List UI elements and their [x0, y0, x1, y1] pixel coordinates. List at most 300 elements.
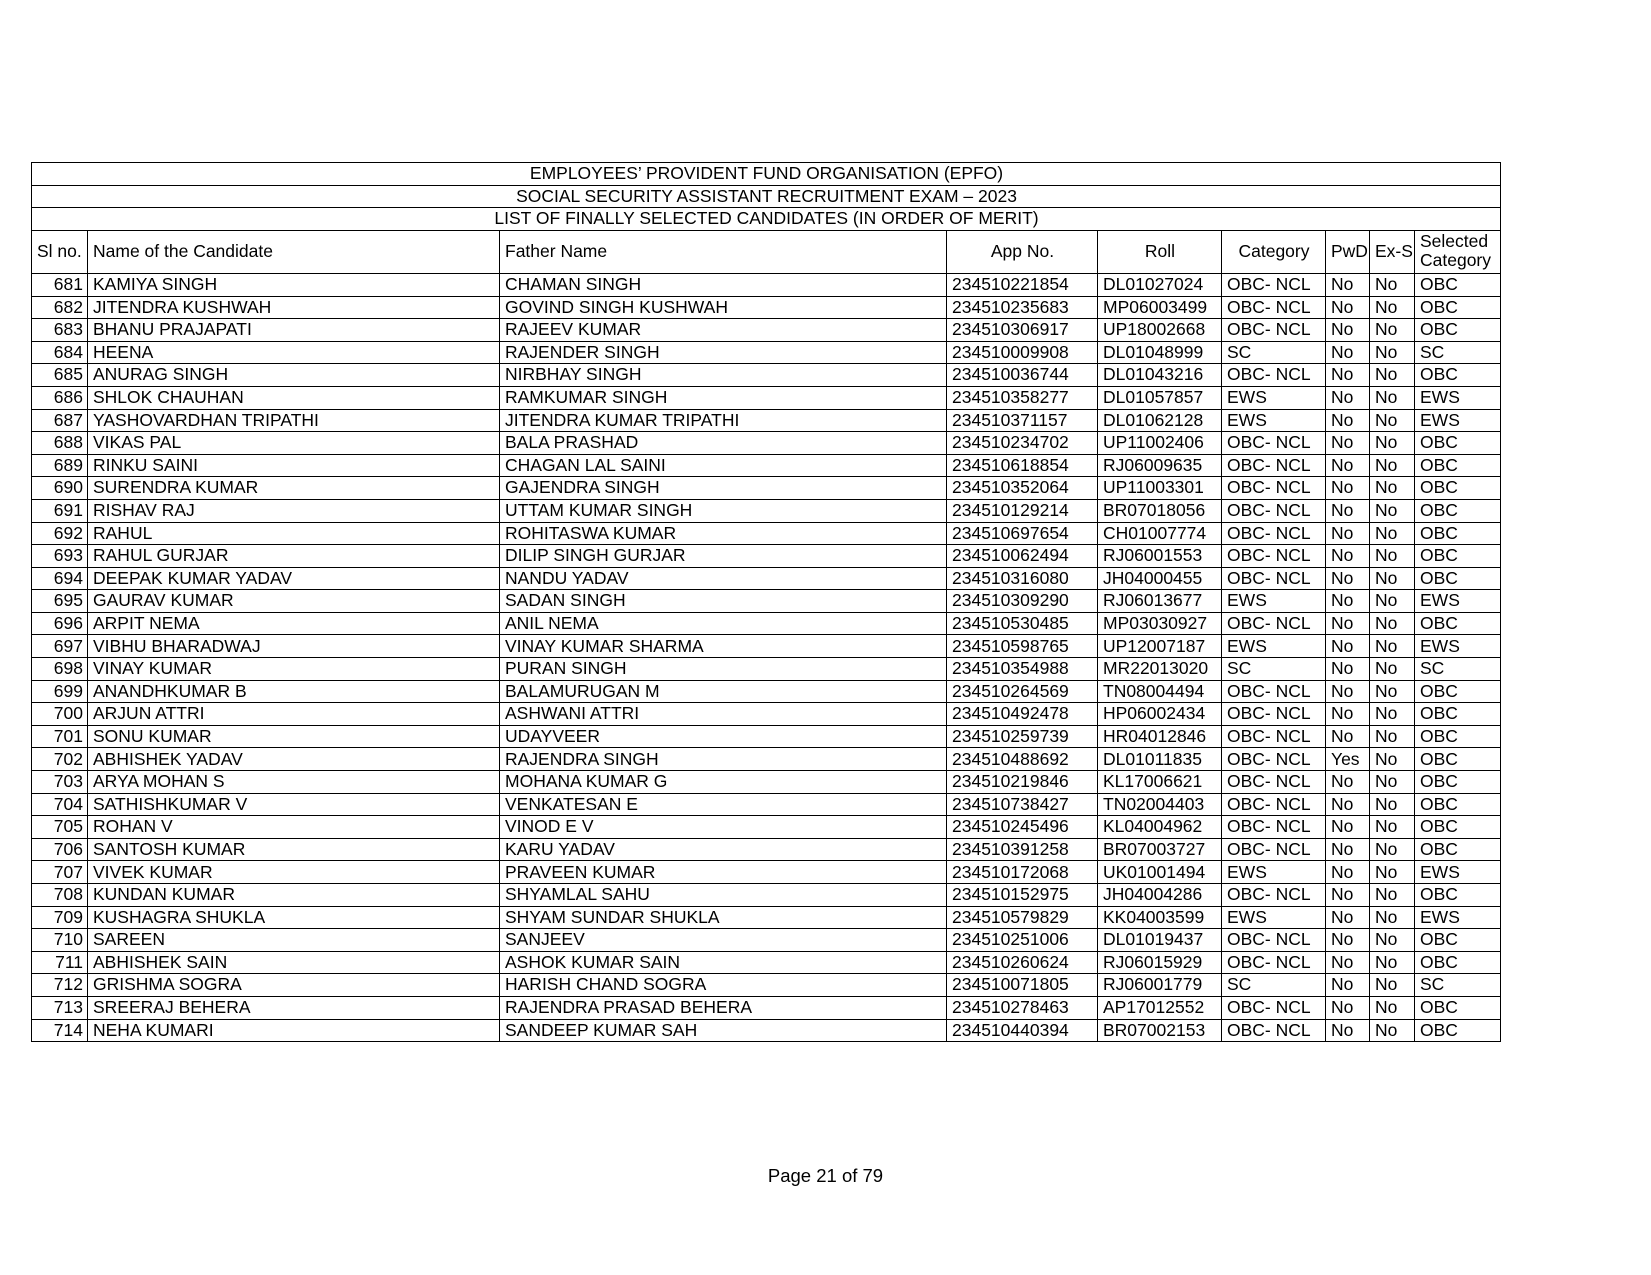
- cell-pwd: No: [1326, 703, 1370, 726]
- cell-pwd: No: [1326, 974, 1370, 997]
- cell-ex-s: No: [1370, 567, 1415, 590]
- org-title: EMPLOYEES’ PROVIDENT FUND ORGANISATION (EPFO): [32, 163, 1501, 186]
- cell-selected-category: OBC: [1415, 838, 1501, 861]
- cell-candidate-name: YASHOVARDHAN TRIPATHI: [88, 409, 500, 432]
- cell-ex-s: No: [1370, 861, 1415, 884]
- cell-pwd: No: [1326, 951, 1370, 974]
- cell-ex-s: No: [1370, 816, 1415, 839]
- table-header-row: [32, 230, 1501, 273]
- cell-ex-s: No: [1370, 748, 1415, 771]
- cell-pwd: No: [1326, 319, 1370, 342]
- column-header-sl-no: Sl no.: [32, 230, 88, 273]
- cell-father-name: UTTAM KUMAR SINGH: [500, 499, 947, 522]
- cell-candidate-name: ARJUN ATTRI: [88, 703, 500, 726]
- table-row: [32, 771, 1501, 794]
- cell-app-no: 234510036744: [947, 364, 1098, 387]
- cell-ex-s: No: [1370, 680, 1415, 703]
- cell-roll: JH04000455: [1098, 567, 1222, 590]
- cell-sl-no: 710: [32, 929, 88, 952]
- cell-candidate-name: VIKAS PAL: [88, 432, 500, 455]
- cell-category: EWS: [1222, 409, 1326, 432]
- cell-pwd: No: [1326, 590, 1370, 613]
- cell-category: OBC- NCL: [1222, 477, 1326, 500]
- cell-sl-no: 698: [32, 658, 88, 681]
- cell-father-name: RAJENDRA PRASAD BEHERA: [500, 996, 947, 1019]
- cell-candidate-name: RAHUL GURJAR: [88, 545, 500, 568]
- cell-sl-no: 682: [32, 296, 88, 319]
- cell-roll: MP06003499: [1098, 296, 1222, 319]
- cell-pwd: No: [1326, 545, 1370, 568]
- cell-app-no: 234510618854: [947, 454, 1098, 477]
- cell-roll: UK01001494: [1098, 861, 1222, 884]
- cell-selected-category: OBC: [1415, 951, 1501, 974]
- cell-pwd: No: [1326, 364, 1370, 387]
- table-row: [32, 996, 1501, 1019]
- cell-pwd: No: [1326, 1019, 1370, 1042]
- cell-app-no: 234510221854: [947, 273, 1098, 296]
- cell-father-name: VINOD E V: [500, 816, 947, 839]
- cell-category: OBC- NCL: [1222, 680, 1326, 703]
- merit-list-sheet: [31, 162, 1492, 1042]
- cell-ex-s: No: [1370, 1019, 1415, 1042]
- cell-roll: TN08004494: [1098, 680, 1222, 703]
- table-row: [32, 590, 1501, 613]
- column-header-pwd: PwD: [1326, 230, 1370, 273]
- cell-category: OBC- NCL: [1222, 432, 1326, 455]
- cell-sl-no: 702: [32, 748, 88, 771]
- table-row: [32, 499, 1501, 522]
- cell-roll: BR07003727: [1098, 838, 1222, 861]
- cell-pwd: No: [1326, 296, 1370, 319]
- cell-sl-no: 708: [32, 884, 88, 907]
- table-row: [32, 748, 1501, 771]
- cell-pwd: No: [1326, 454, 1370, 477]
- cell-selected-category: OBC: [1415, 816, 1501, 839]
- cell-roll: RJ06001779: [1098, 974, 1222, 997]
- cell-father-name: ASHOK KUMAR SAIN: [500, 951, 947, 974]
- cell-sl-no: 681: [32, 273, 88, 296]
- table-row: [32, 612, 1501, 635]
- cell-category: OBC- NCL: [1222, 612, 1326, 635]
- exam-title-row: [32, 185, 1501, 208]
- cell-selected-category: OBC: [1415, 567, 1501, 590]
- cell-ex-s: No: [1370, 477, 1415, 500]
- cell-roll: HP06002434: [1098, 703, 1222, 726]
- cell-father-name: CHAMAN SINGH: [500, 273, 947, 296]
- cell-category: OBC- NCL: [1222, 951, 1326, 974]
- cell-app-no: 234510245496: [947, 816, 1098, 839]
- table-row: [32, 545, 1501, 568]
- cell-candidate-name: ARPIT NEMA: [88, 612, 500, 635]
- table-row: [32, 906, 1501, 929]
- cell-selected-category: OBC: [1415, 793, 1501, 816]
- cell-ex-s: No: [1370, 364, 1415, 387]
- cell-selected-category: OBC: [1415, 680, 1501, 703]
- cell-selected-category: OBC: [1415, 432, 1501, 455]
- table-row: [32, 861, 1501, 884]
- cell-category: OBC- NCL: [1222, 838, 1326, 861]
- cell-selected-category: OBC: [1415, 748, 1501, 771]
- table-row: [32, 386, 1501, 409]
- cell-pwd: No: [1326, 816, 1370, 839]
- cell-roll: DL01057857: [1098, 386, 1222, 409]
- cell-roll: DL01043216: [1098, 364, 1222, 387]
- cell-candidate-name: RISHAV RAJ: [88, 499, 500, 522]
- page-footer: Page 21 of 79: [767, 1165, 884, 1186]
- cell-father-name: ROHITASWA KUMAR: [500, 522, 947, 545]
- cell-pwd: No: [1326, 838, 1370, 861]
- cell-roll: AP17012552: [1098, 996, 1222, 1019]
- cell-sl-no: 695: [32, 590, 88, 613]
- cell-roll: MP03030927: [1098, 612, 1222, 635]
- cell-candidate-name: VIVEK KUMAR: [88, 861, 500, 884]
- table-row: [32, 951, 1501, 974]
- cell-father-name: SADAN SINGH: [500, 590, 947, 613]
- cell-father-name: BALAMURUGAN M: [500, 680, 947, 703]
- cell-app-no: 234510071805: [947, 974, 1098, 997]
- cell-category: OBC- NCL: [1222, 522, 1326, 545]
- cell-app-no: 234510492478: [947, 703, 1098, 726]
- cell-app-no: 234510358277: [947, 386, 1098, 409]
- cell-app-no: 234510251006: [947, 929, 1098, 952]
- cell-selected-category: EWS: [1415, 635, 1501, 658]
- cell-ex-s: No: [1370, 771, 1415, 794]
- cell-candidate-name: ANANDHKUMAR B: [88, 680, 500, 703]
- cell-category: SC: [1222, 341, 1326, 364]
- cell-app-no: 234510316080: [947, 567, 1098, 590]
- cell-selected-category: OBC: [1415, 364, 1501, 387]
- cell-father-name: MOHANA KUMAR G: [500, 771, 947, 794]
- cell-ex-s: No: [1370, 296, 1415, 319]
- table-row: [32, 296, 1501, 319]
- cell-sl-no: 691: [32, 499, 88, 522]
- cell-sl-no: 696: [32, 612, 88, 635]
- cell-category: OBC- NCL: [1222, 996, 1326, 1019]
- cell-candidate-name: SURENDRA KUMAR: [88, 477, 500, 500]
- cell-father-name: ASHWANI ATTRI: [500, 703, 947, 726]
- cell-father-name: VINAY KUMAR SHARMA: [500, 635, 947, 658]
- cell-app-no: 234510371157: [947, 409, 1098, 432]
- cell-ex-s: No: [1370, 273, 1415, 296]
- cell-category: EWS: [1222, 906, 1326, 929]
- cell-father-name: PRAVEEN KUMAR: [500, 861, 947, 884]
- cell-roll: HR04012846: [1098, 725, 1222, 748]
- cell-father-name: BALA PRASHAD: [500, 432, 947, 455]
- cell-selected-category: OBC: [1415, 612, 1501, 635]
- cell-category: EWS: [1222, 590, 1326, 613]
- cell-sl-no: 713: [32, 996, 88, 1019]
- cell-father-name: RAMKUMAR SINGH: [500, 386, 947, 409]
- cell-app-no: 234510219846: [947, 771, 1098, 794]
- cell-ex-s: No: [1370, 386, 1415, 409]
- cell-sl-no: 684: [32, 341, 88, 364]
- cell-roll: JH04004286: [1098, 884, 1222, 907]
- cell-ex-s: No: [1370, 635, 1415, 658]
- table-row: [32, 838, 1501, 861]
- cell-candidate-name: SHLOK CHAUHAN: [88, 386, 500, 409]
- column-header-category: Category: [1222, 230, 1326, 273]
- cell-category: OBC- NCL: [1222, 499, 1326, 522]
- cell-roll: KL17006621: [1098, 771, 1222, 794]
- cell-app-no: 234510309290: [947, 590, 1098, 613]
- cell-father-name: DILIP SINGH GURJAR: [500, 545, 947, 568]
- cell-app-no: 234510352064: [947, 477, 1098, 500]
- cell-app-no: 234510697654: [947, 522, 1098, 545]
- cell-sl-no: 692: [32, 522, 88, 545]
- cell-roll: KK04003599: [1098, 906, 1222, 929]
- cell-app-no: 234510530485: [947, 612, 1098, 635]
- cell-father-name: NIRBHAY SINGH: [500, 364, 947, 387]
- cell-category: OBC- NCL: [1222, 567, 1326, 590]
- cell-roll: DL01019437: [1098, 929, 1222, 952]
- table-row: [32, 816, 1501, 839]
- cell-pwd: No: [1326, 793, 1370, 816]
- cell-category: EWS: [1222, 386, 1326, 409]
- column-header-father-name: Father Name: [500, 230, 947, 273]
- cell-sl-no: 689: [32, 454, 88, 477]
- cell-ex-s: No: [1370, 454, 1415, 477]
- cell-sl-no: 694: [32, 567, 88, 590]
- cell-father-name: GAJENDRA SINGH: [500, 477, 947, 500]
- cell-selected-category: SC: [1415, 658, 1501, 681]
- cell-pwd: No: [1326, 929, 1370, 952]
- column-header-app-no: App No.: [947, 230, 1098, 273]
- cell-candidate-name: ROHAN V: [88, 816, 500, 839]
- cell-roll: RJ06013677: [1098, 590, 1222, 613]
- cell-father-name: UDAYVEER: [500, 725, 947, 748]
- cell-candidate-name: BHANU PRAJAPATI: [88, 319, 500, 342]
- cell-ex-s: No: [1370, 319, 1415, 342]
- cell-pwd: No: [1326, 273, 1370, 296]
- cell-father-name: JITENDRA KUMAR TRIPATHI: [500, 409, 947, 432]
- cell-roll: BR07002153: [1098, 1019, 1222, 1042]
- cell-ex-s: No: [1370, 522, 1415, 545]
- cell-pwd: No: [1326, 477, 1370, 500]
- column-header-ex-s: Ex-S: [1370, 230, 1415, 273]
- cell-candidate-name: SONU KUMAR: [88, 725, 500, 748]
- cell-category: OBC- NCL: [1222, 319, 1326, 342]
- cell-ex-s: No: [1370, 951, 1415, 974]
- column-header-name: Name of the Candidate: [88, 230, 500, 273]
- cell-candidate-name: ANURAG SINGH: [88, 364, 500, 387]
- cell-sl-no: 709: [32, 906, 88, 929]
- cell-father-name: NANDU YADAV: [500, 567, 947, 590]
- cell-sl-no: 704: [32, 793, 88, 816]
- cell-category: OBC- NCL: [1222, 454, 1326, 477]
- cell-app-no: 234510264569: [947, 680, 1098, 703]
- cell-app-no: 234510598765: [947, 635, 1098, 658]
- cell-candidate-name: NEHA KUMARI: [88, 1019, 500, 1042]
- cell-pwd: No: [1326, 861, 1370, 884]
- cell-candidate-name: ABHISHEK YADAV: [88, 748, 500, 771]
- cell-sl-no: 683: [32, 319, 88, 342]
- cell-ex-s: No: [1370, 929, 1415, 952]
- cell-candidate-name: KAMIYA SINGH: [88, 273, 500, 296]
- table-row: [32, 703, 1501, 726]
- cell-father-name: SANDEEP KUMAR SAH: [500, 1019, 947, 1042]
- cell-roll: DL01062128: [1098, 409, 1222, 432]
- cell-sl-no: 712: [32, 974, 88, 997]
- cell-father-name: GOVIND SINGH KUSHWAH: [500, 296, 947, 319]
- cell-ex-s: No: [1370, 341, 1415, 364]
- cell-category: OBC- NCL: [1222, 816, 1326, 839]
- cell-sl-no: 690: [32, 477, 88, 500]
- cell-category: OBC- NCL: [1222, 793, 1326, 816]
- table-row: [32, 319, 1501, 342]
- cell-candidate-name: SANTOSH KUMAR: [88, 838, 500, 861]
- cell-sl-no: 703: [32, 771, 88, 794]
- cell-sl-no: 701: [32, 725, 88, 748]
- table-row: [32, 364, 1501, 387]
- cell-father-name: RAJENDER SINGH: [500, 341, 947, 364]
- cell-selected-category: OBC: [1415, 296, 1501, 319]
- cell-roll: UP11003301: [1098, 477, 1222, 500]
- cell-roll: MR22013020: [1098, 658, 1222, 681]
- cell-sl-no: 700: [32, 703, 88, 726]
- cell-pwd: Yes: [1326, 748, 1370, 771]
- cell-ex-s: No: [1370, 409, 1415, 432]
- cell-ex-s: No: [1370, 884, 1415, 907]
- cell-pwd: No: [1326, 409, 1370, 432]
- cell-app-no: 234510260624: [947, 951, 1098, 974]
- cell-candidate-name: ARYA MOHAN S: [88, 771, 500, 794]
- table-row: [32, 793, 1501, 816]
- cell-roll: UP11002406: [1098, 432, 1222, 455]
- cell-candidate-name: KUNDAN KUMAR: [88, 884, 500, 907]
- cell-roll: DL01027024: [1098, 273, 1222, 296]
- cell-ex-s: No: [1370, 725, 1415, 748]
- cell-selected-category: OBC: [1415, 703, 1501, 726]
- cell-father-name: KARU YADAV: [500, 838, 947, 861]
- cell-app-no: 234510259739: [947, 725, 1098, 748]
- cell-sl-no: 693: [32, 545, 88, 568]
- cell-candidate-name: VINAY KUMAR: [88, 658, 500, 681]
- cell-roll: KL04004962: [1098, 816, 1222, 839]
- cell-selected-category: EWS: [1415, 386, 1501, 409]
- cell-candidate-name: GAURAV KUMAR: [88, 590, 500, 613]
- cell-app-no: 234510488692: [947, 748, 1098, 771]
- cell-sl-no: 705: [32, 816, 88, 839]
- cell-sl-no: 699: [32, 680, 88, 703]
- cell-app-no: 234510440394: [947, 1019, 1098, 1042]
- cell-ex-s: No: [1370, 703, 1415, 726]
- cell-roll: TN02004403: [1098, 793, 1222, 816]
- table-row: [32, 929, 1501, 952]
- cell-category: OBC- NCL: [1222, 884, 1326, 907]
- cell-selected-category: OBC: [1415, 884, 1501, 907]
- cell-father-name: CHAGAN LAL SAINI: [500, 454, 947, 477]
- cell-ex-s: No: [1370, 590, 1415, 613]
- cell-app-no: 234510235683: [947, 296, 1098, 319]
- cell-app-no: 234510009908: [947, 341, 1098, 364]
- cell-sl-no: 686: [32, 386, 88, 409]
- cell-candidate-name: GRISHMA SOGRA: [88, 974, 500, 997]
- table-row: [32, 432, 1501, 455]
- cell-category: OBC- NCL: [1222, 364, 1326, 387]
- table-row: [32, 273, 1501, 296]
- cell-father-name: VENKATESAN E: [500, 793, 947, 816]
- cell-roll: DL01048999: [1098, 341, 1222, 364]
- cell-ex-s: No: [1370, 974, 1415, 997]
- cell-pwd: No: [1326, 386, 1370, 409]
- cell-pwd: No: [1326, 658, 1370, 681]
- cell-pwd: No: [1326, 680, 1370, 703]
- table-row: [32, 567, 1501, 590]
- cell-sl-no: 714: [32, 1019, 88, 1042]
- cell-pwd: No: [1326, 725, 1370, 748]
- cell-category: OBC- NCL: [1222, 273, 1326, 296]
- table-row: [32, 1019, 1501, 1042]
- cell-ex-s: No: [1370, 793, 1415, 816]
- cell-selected-category: OBC: [1415, 545, 1501, 568]
- cell-roll: RJ06001553: [1098, 545, 1222, 568]
- cell-selected-category: SC: [1415, 974, 1501, 997]
- table-row: [32, 635, 1501, 658]
- cell-selected-category: SC: [1415, 341, 1501, 364]
- cell-candidate-name: VIBHU BHARADWAJ: [88, 635, 500, 658]
- cell-pwd: No: [1326, 996, 1370, 1019]
- cell-app-no: 234510579829: [947, 906, 1098, 929]
- cell-selected-category: EWS: [1415, 409, 1501, 432]
- cell-father-name: SHYAMLAL SAHU: [500, 884, 947, 907]
- cell-ex-s: No: [1370, 838, 1415, 861]
- cell-selected-category: OBC: [1415, 319, 1501, 342]
- merit-list-body: [32, 163, 1501, 1042]
- cell-sl-no: 687: [32, 409, 88, 432]
- cell-ex-s: No: [1370, 612, 1415, 635]
- cell-selected-category: OBC: [1415, 1019, 1501, 1042]
- cell-sl-no: 706: [32, 838, 88, 861]
- cell-app-no: 234510152975: [947, 884, 1098, 907]
- cell-category: OBC- NCL: [1222, 748, 1326, 771]
- cell-selected-category: EWS: [1415, 590, 1501, 613]
- cell-sl-no: 685: [32, 364, 88, 387]
- cell-pwd: No: [1326, 906, 1370, 929]
- cell-candidate-name: DEEPAK KUMAR YADAV: [88, 567, 500, 590]
- cell-sl-no: 707: [32, 861, 88, 884]
- table-row: [32, 522, 1501, 545]
- cell-category: SC: [1222, 658, 1326, 681]
- table-row: [32, 477, 1501, 500]
- cell-category: OBC- NCL: [1222, 296, 1326, 319]
- cell-category: OBC- NCL: [1222, 725, 1326, 748]
- cell-candidate-name: HEENA: [88, 341, 500, 364]
- list-title-row: [32, 208, 1501, 231]
- cell-father-name: ANIL NEMA: [500, 612, 947, 635]
- table-row: [32, 658, 1501, 681]
- cell-roll: DL01011835: [1098, 748, 1222, 771]
- cell-pwd: No: [1326, 432, 1370, 455]
- cell-category: SC: [1222, 974, 1326, 997]
- cell-ex-s: No: [1370, 432, 1415, 455]
- cell-selected-category: OBC: [1415, 477, 1501, 500]
- cell-app-no: 234510738427: [947, 793, 1098, 816]
- cell-roll: CH01007774: [1098, 522, 1222, 545]
- cell-candidate-name: ABHISHEK SAIN: [88, 951, 500, 974]
- cell-ex-s: No: [1370, 906, 1415, 929]
- cell-father-name: HARISH CHAND SOGRA: [500, 974, 947, 997]
- cell-sl-no: 697: [32, 635, 88, 658]
- cell-app-no: 234510129214: [947, 499, 1098, 522]
- cell-sl-no: 711: [32, 951, 88, 974]
- cell-pwd: No: [1326, 499, 1370, 522]
- cell-category: OBC- NCL: [1222, 929, 1326, 952]
- table-row: [32, 341, 1501, 364]
- table-row: [32, 680, 1501, 703]
- cell-category: OBC- NCL: [1222, 545, 1326, 568]
- cell-roll: RJ06009635: [1098, 454, 1222, 477]
- cell-selected-category: OBC: [1415, 454, 1501, 477]
